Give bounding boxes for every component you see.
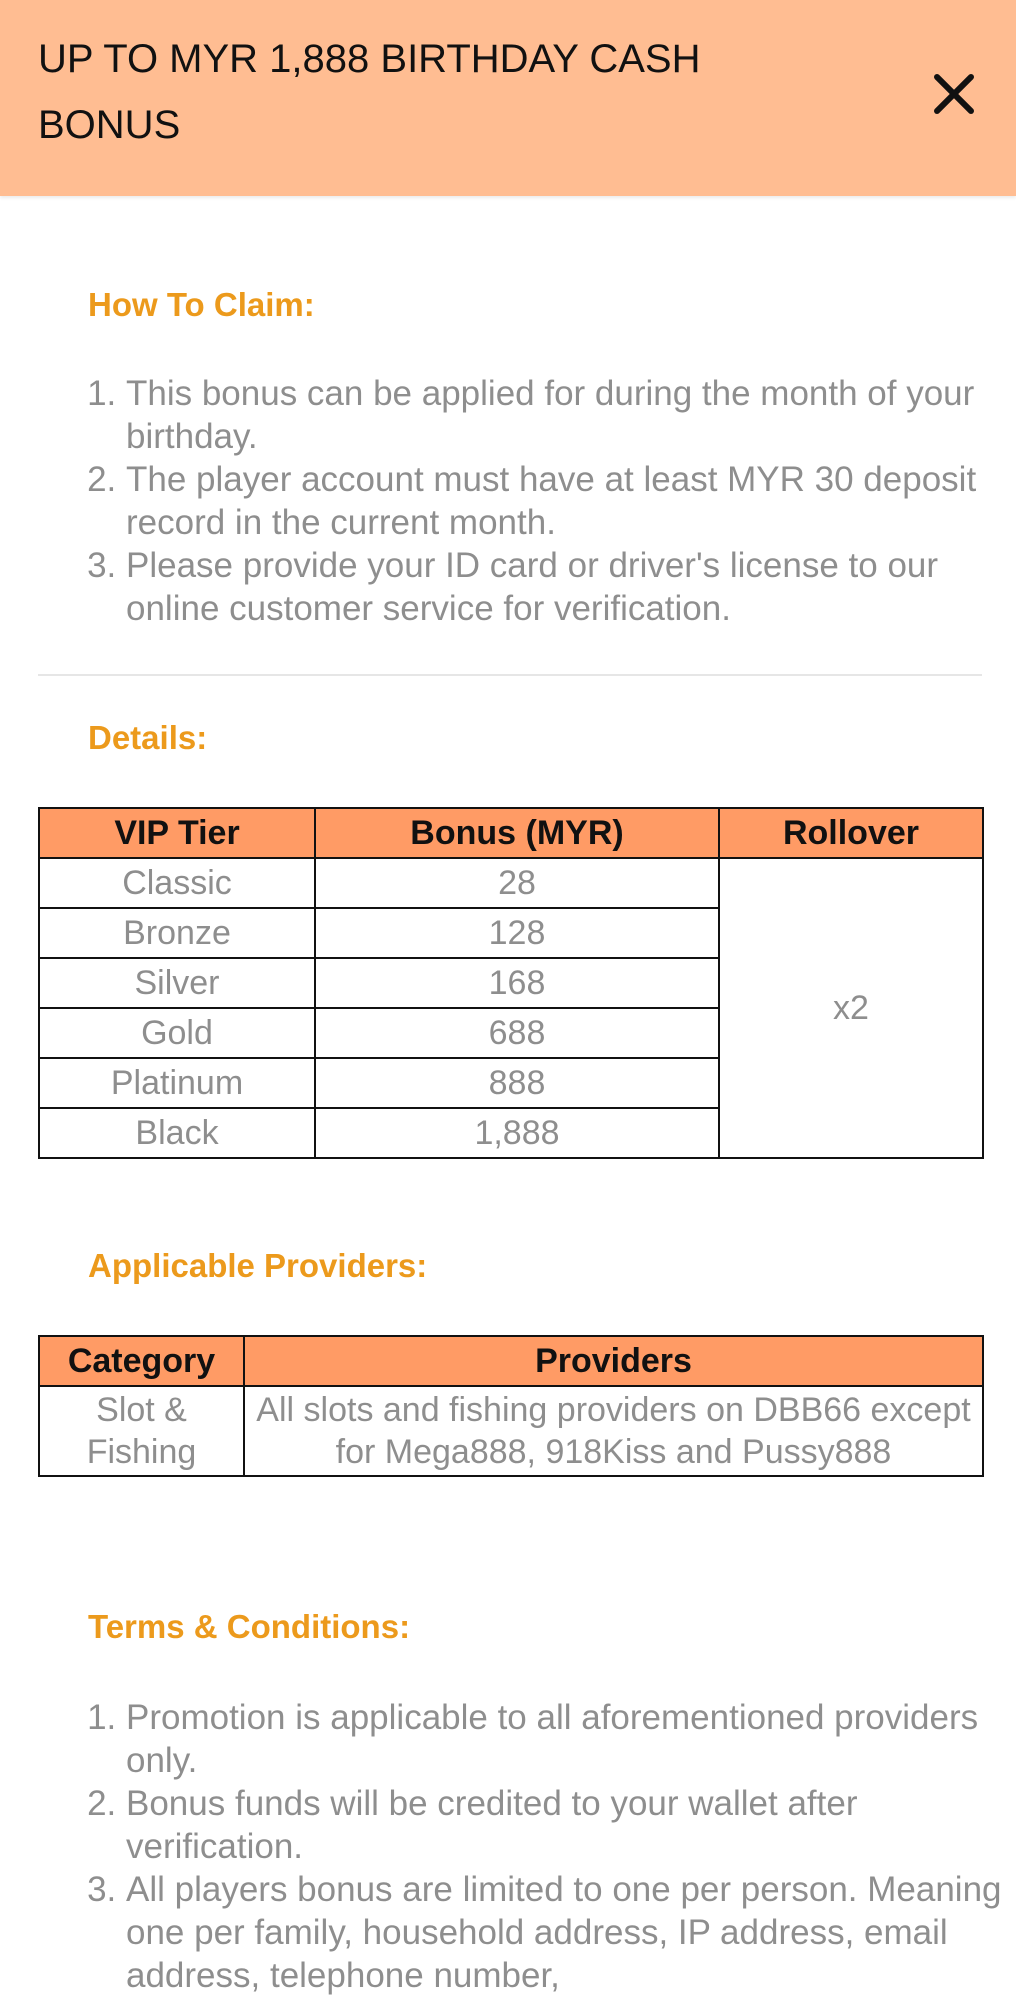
list-item: 3. All players bonus are limited to one per person. Meaning one per family, household address, IP address, email address, telephone number,	[126, 1868, 1016, 1997]
table-row	[39, 1386, 983, 1476]
how-to-claim-list	[88, 372, 1016, 630]
providers-cell: All slots and fishing providers on DBB66 except for Mega888, 918Kiss and Pussy888	[244, 1386, 983, 1476]
list-item: 1. This bonus can be applied for during the month of your birthday.	[126, 372, 1016, 458]
tier-cell: Classic	[39, 858, 315, 908]
bonus-cell: 128	[315, 908, 719, 958]
details-heading: Details:	[88, 719, 208, 756]
bonus-cell: 168	[315, 958, 719, 1008]
close-icon	[926, 66, 982, 122]
category-cell: Slot & Fishing	[39, 1386, 244, 1476]
tier-cell: Silver	[39, 958, 315, 1008]
rollover-cell: x2	[719, 858, 983, 1158]
column-header: Rollover	[719, 808, 983, 858]
providers-heading: Applicable Providers:	[88, 1247, 428, 1284]
section-divider	[38, 674, 982, 676]
close-button[interactable]	[926, 66, 982, 122]
column-header: Bonus (MYR)	[315, 808, 719, 858]
terms-heading: Terms & Conditions:	[88, 1608, 411, 1645]
tier-cell: Gold	[39, 1008, 315, 1058]
bonus-cell: 688	[315, 1008, 719, 1058]
terms-list	[88, 1696, 1016, 1997]
tier-cell: Platinum	[39, 1058, 315, 1108]
table-row	[39, 858, 983, 908]
table-header-row	[39, 1336, 983, 1386]
bonus-cell: 28	[315, 858, 719, 908]
column-header: VIP Tier	[39, 808, 315, 858]
providers-table	[38, 1335, 984, 1477]
column-header: Category	[39, 1336, 244, 1386]
table-header-row	[39, 808, 983, 858]
how-to-claim-heading: How To Claim:	[88, 286, 315, 323]
list-item: 2. Bonus funds will be credited to your wallet after verification.	[126, 1782, 1016, 1868]
vip-bonus-table	[38, 807, 984, 1159]
bonus-cell: 888	[315, 1058, 719, 1108]
list-item: 1. Promotion is applicable to all aforementioned providers only.	[126, 1696, 1016, 1782]
tier-cell: Bronze	[39, 908, 315, 958]
column-header: Providers	[244, 1336, 983, 1386]
tier-cell: Black	[39, 1108, 315, 1158]
promo-title: UP TO MYR 1,888 BIRTHDAY CASH BONUS	[38, 37, 701, 147]
modal-header	[0, 0, 1016, 196]
list-item: 3. Please provide your ID card or driver's license to our online customer service for verification.	[126, 544, 1016, 630]
list-item: 2. The player account must have at least MYR 30 deposit record in the current month.	[126, 458, 1016, 544]
bonus-cell: 1,888	[315, 1108, 719, 1158]
